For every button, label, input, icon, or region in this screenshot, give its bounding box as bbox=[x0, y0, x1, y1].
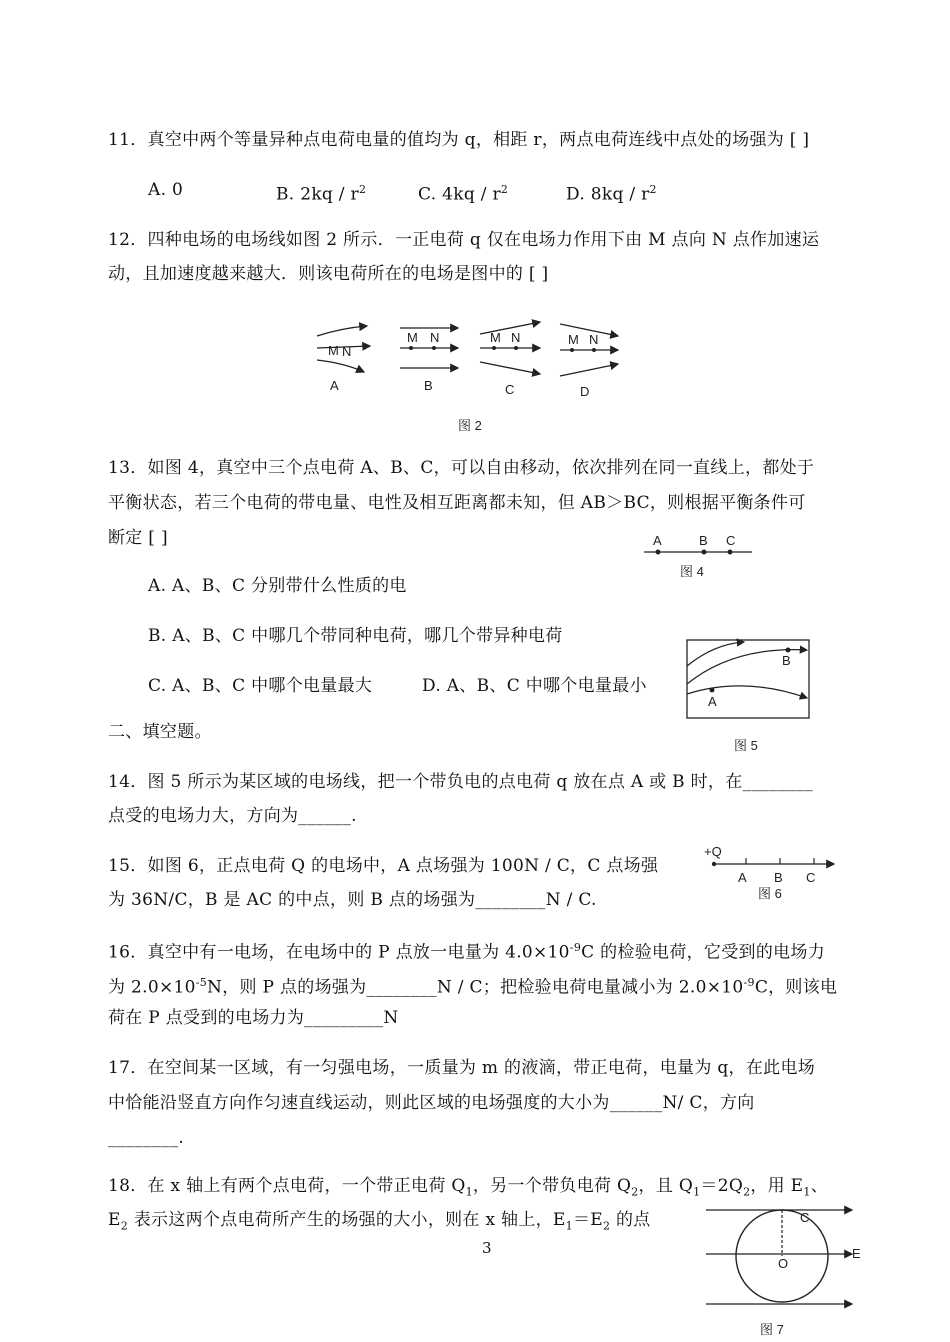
fig7-label-c: C bbox=[800, 1210, 810, 1225]
fig2-label-d: D bbox=[580, 384, 590, 399]
fig5-caption: 图 5 bbox=[734, 738, 758, 753]
q18-line1: 18．在 x 轴上有两个点电荷，一个带正电荷 $Q_1$，另一个带负电荷 $Q_2$，且 $Q_1=2Q_2$，用 $E_1$、 bbox=[108, 1176, 829, 1199]
fig7-caption: 图 7 bbox=[760, 1322, 784, 1337]
q12-line1: 12．四种电场的电场线如图 2 所示．一正电荷 q 仅在电场力作用下由 M 点向 N 点作加速运 bbox=[108, 230, 820, 250]
fig2-label-b: B bbox=[424, 378, 433, 393]
q15-line1: 15．如图 6，正点电荷 Q 的电场中，A 点场强为 100N / C，C 点场强 bbox=[108, 856, 659, 876]
label-n: N bbox=[589, 332, 599, 347]
fig5-label-b: B bbox=[782, 653, 791, 668]
figure-6 bbox=[702, 842, 842, 906]
label-m: M bbox=[407, 330, 418, 345]
q18-line2: $E_2$ 表示这两个点电荷所产生的场强的大小，则在 x 轴上，$E_1=E_2$ 的点 bbox=[108, 1210, 651, 1233]
q17-line2: 中恰能沿竖直方向作匀速直线运动，则此区域的电场强度的大小为______N/ C，方向 bbox=[108, 1093, 755, 1113]
fig4-label-b: B bbox=[699, 533, 708, 548]
label-m: M bbox=[328, 343, 339, 358]
field-diagram-a bbox=[317, 326, 370, 393]
q16-line1: 16．真空中有一电场，在电场中的 P 点放一电量为 $4.0\times 10^{-9}C$ 的检验电荷，它受到的电场力 bbox=[108, 941, 826, 963]
fig2-label-c: C bbox=[505, 382, 515, 397]
fig2-caption: 图 2 bbox=[458, 418, 482, 433]
q11-option-d: D. $8kq / r^2$ bbox=[566, 183, 657, 205]
label-n: N bbox=[342, 344, 352, 359]
label-n: N bbox=[430, 330, 440, 345]
fig4-label-c: C bbox=[726, 533, 736, 548]
fig6-label-c: C bbox=[806, 870, 816, 885]
label-m: M bbox=[490, 330, 501, 345]
label-n: N bbox=[511, 330, 521, 345]
q16-line2: 为 $2.0\times 10^{-5}N$，则 P 点的场强为________N / C；把检验电荷电量减小为 $2.0\times 10^{-9}C$，则该电 bbox=[108, 976, 838, 998]
q15-line2: 为 36N/C，B 是 AC 的中点，则 B 点的场强为________N / C. bbox=[108, 890, 597, 910]
field-diagram-b bbox=[400, 328, 458, 393]
fig5-label-a: A bbox=[708, 694, 717, 709]
q11-stem: 11．真空中两个等量异种点电荷电量的值均为 q，相距 r，两点电荷连线中点处的场强为 [ ] bbox=[108, 130, 810, 150]
q14-line2: 点受的电场力大，方向为______. bbox=[108, 806, 357, 826]
q13-option-d: D. A、B、C 中哪个电量最小 bbox=[422, 676, 647, 696]
q13-line2: 平衡状态，若三个电荷的带电量、电性及相互距离都未知，但 AB＞BC，则根据平衡条件可 bbox=[108, 493, 806, 513]
fig6-label-a: A bbox=[738, 870, 747, 885]
fig6-label-q: +Q bbox=[704, 844, 722, 859]
q13-option-c: C. A、B、C 中哪个电量最大 bbox=[148, 676, 373, 696]
q12-line2: 动，且加速度越来越大．则该电荷所在的电场是图中的 [ ] bbox=[108, 264, 549, 284]
label-m: M bbox=[568, 332, 579, 347]
figure-7 bbox=[700, 1196, 870, 1342]
q11-option-b: B. $2kq / r^2$ bbox=[276, 183, 367, 205]
q13-line1: 13．如图 4，真空中三个点电荷 A、B、C，可以自由移动，依次排列在同一直线上，都处于 bbox=[108, 458, 815, 478]
figure-5 bbox=[684, 636, 814, 756]
q17-line3: ________. bbox=[108, 1128, 185, 1148]
q13-option-a: A. A、B、C 分别带什么性质的电 bbox=[148, 576, 407, 596]
figure-4 bbox=[640, 530, 760, 582]
fig7-label-e: E bbox=[852, 1246, 861, 1261]
field-diagram-d bbox=[560, 324, 618, 399]
q11-option-a: A. 0 bbox=[148, 180, 184, 200]
fig6-label-b: B bbox=[774, 870, 783, 885]
section-fill-in-heading: 二、填空题。 bbox=[108, 722, 212, 742]
fig7-label-o: O bbox=[778, 1256, 789, 1271]
fig2-label-a: A bbox=[330, 378, 339, 393]
q13-option-b: B. A、B、C 中哪几个带同种电荷，哪几个带异种电荷 bbox=[148, 626, 563, 646]
q16-line3: 荷在 P 点受到的电场力为_________N bbox=[108, 1008, 399, 1028]
q14-line1: 14．图 5 所示为某区域的电场线，把一个带负电的点电荷 q 放在点 A 或 B 时，在________ bbox=[108, 772, 813, 792]
field-diagram-c bbox=[480, 322, 540, 397]
figure-2 bbox=[312, 318, 632, 438]
fig4-label-a: A bbox=[653, 533, 662, 548]
fig4-caption: 图 4 bbox=[680, 564, 704, 579]
q17-line1: 17．在空间某一区域，有一匀强电场，一质量为 m 的液滴，带正电荷，电量为 q，在此电场 bbox=[108, 1058, 816, 1078]
q13-line3: 断定 [ ] bbox=[108, 528, 168, 548]
page-number: 3 bbox=[482, 1239, 492, 1257]
fig6-caption: 图 6 bbox=[758, 886, 782, 901]
q11-option-c: C. $4kq / r^2$ bbox=[418, 183, 509, 205]
